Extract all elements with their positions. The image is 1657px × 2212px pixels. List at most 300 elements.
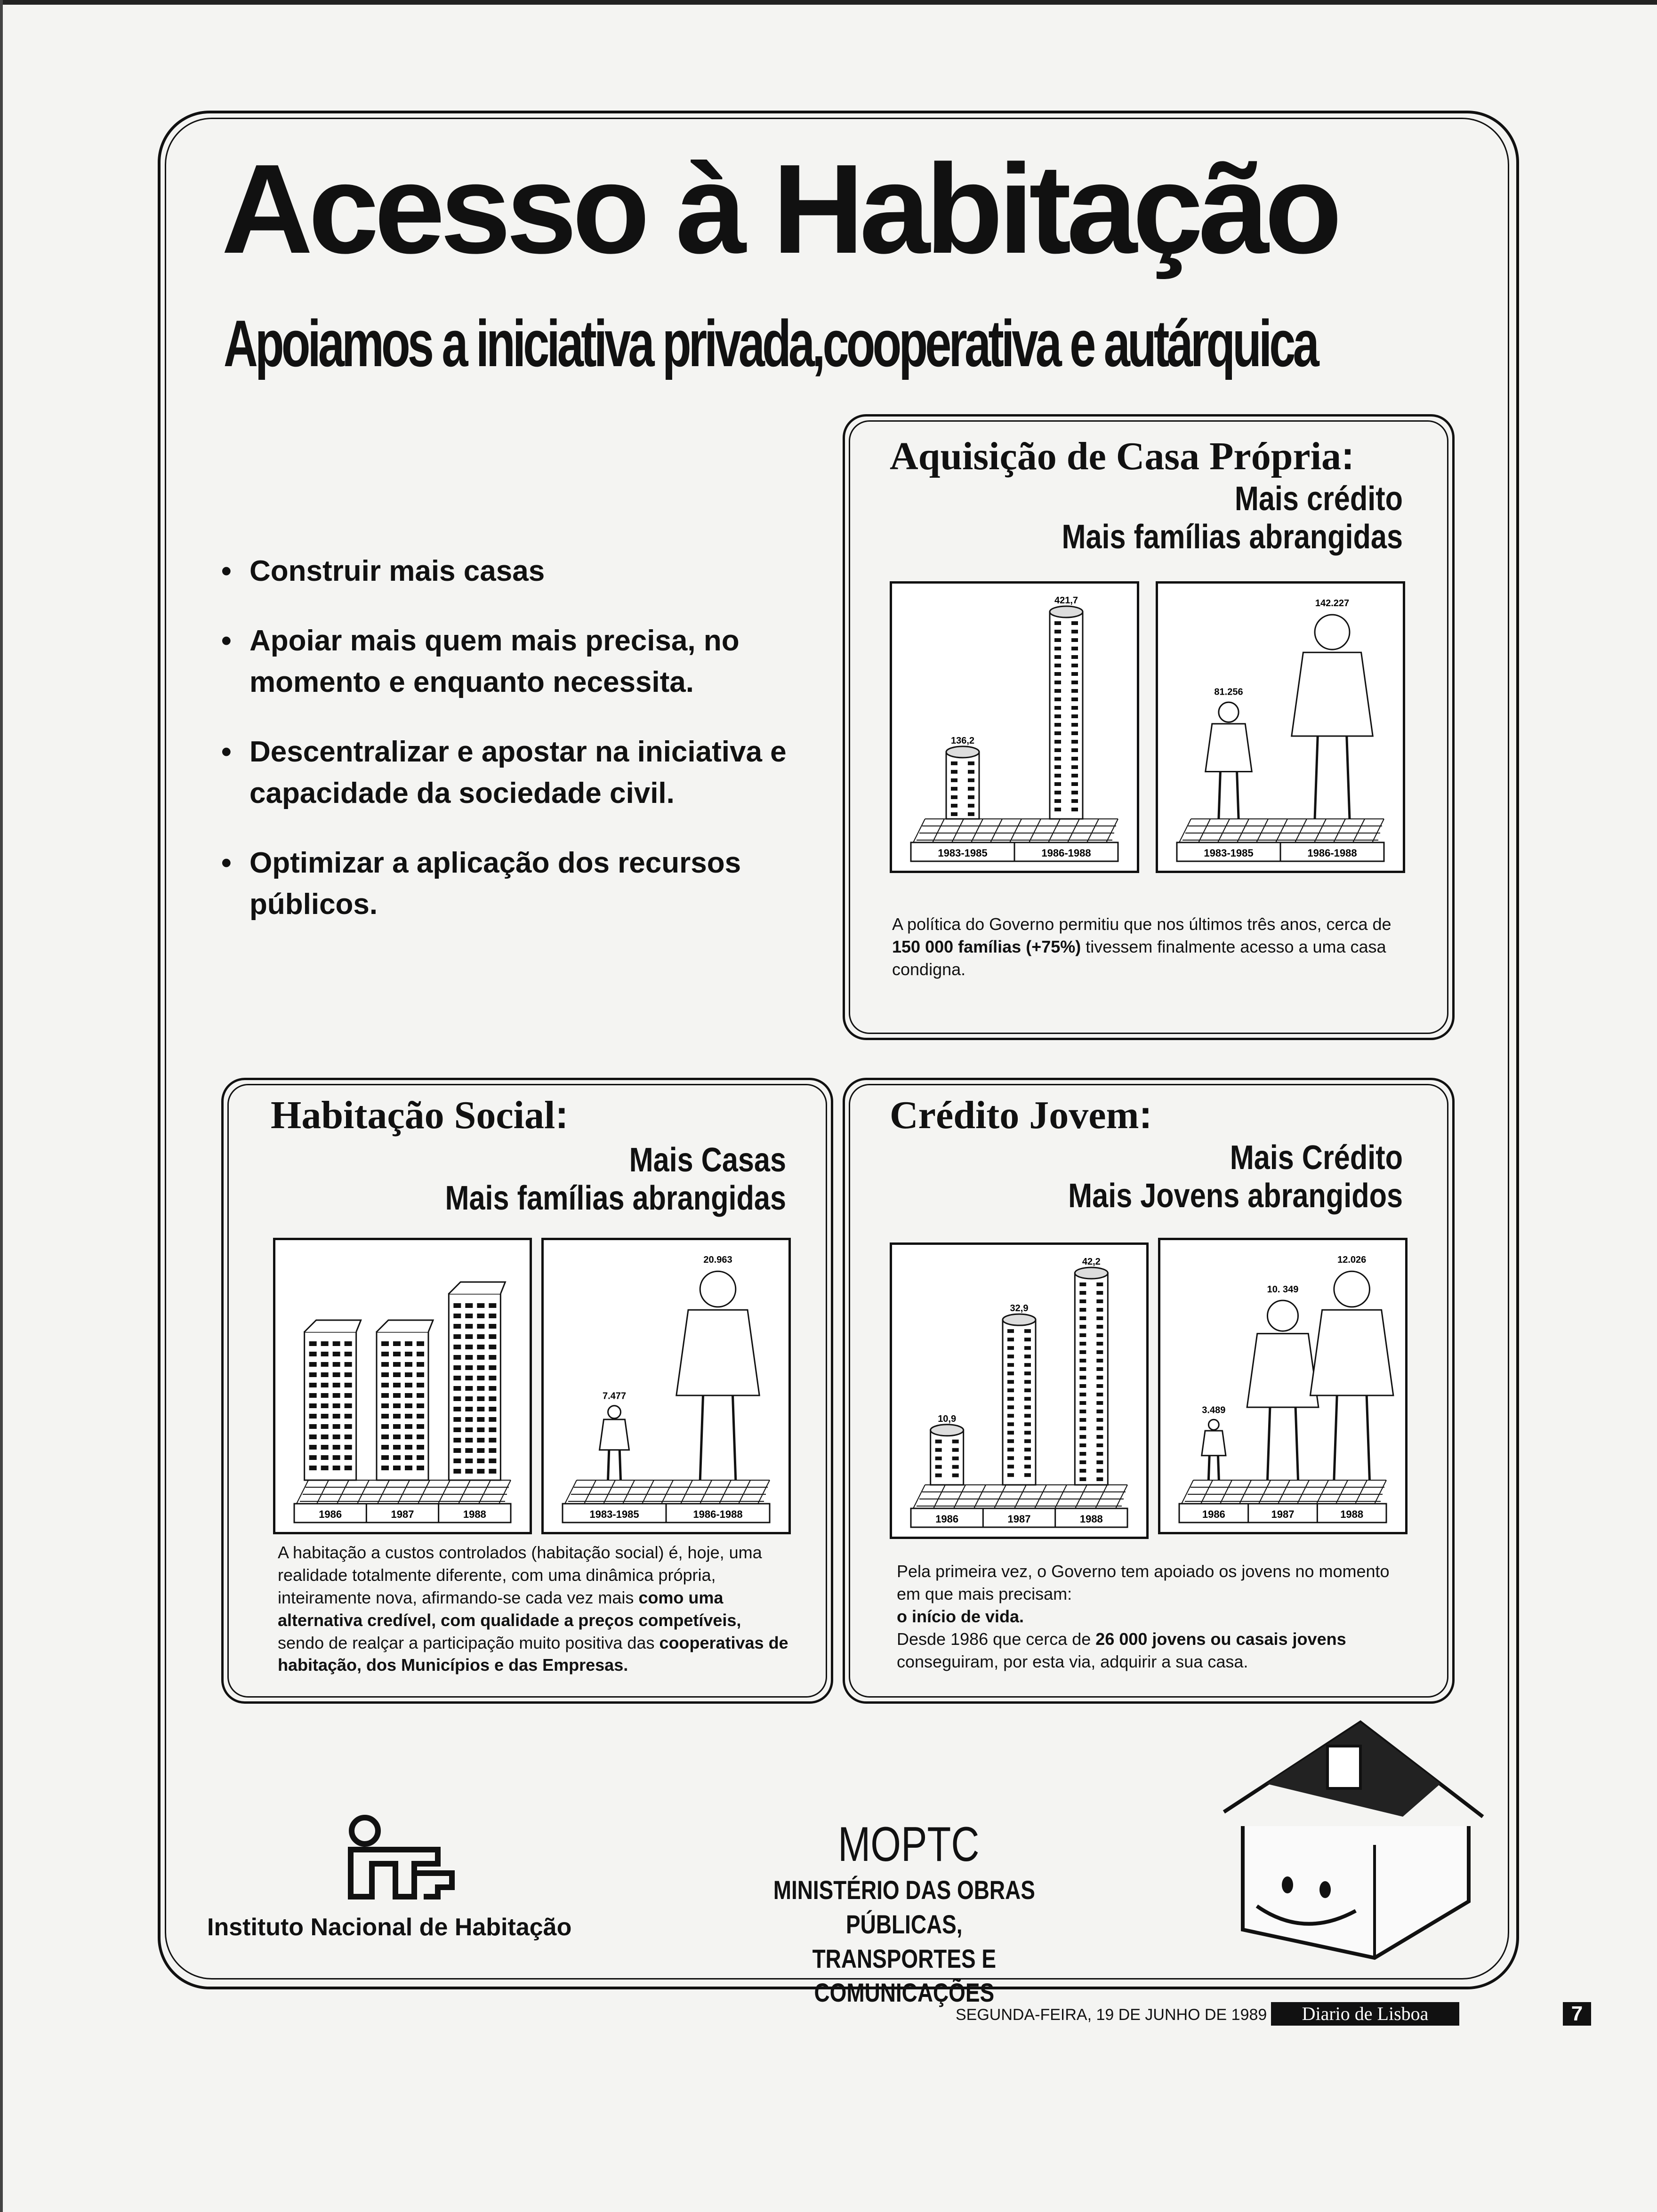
bar-window [333,1435,340,1439]
person-leg [1334,1395,1337,1480]
bar-window [477,1314,484,1318]
bar-top [931,1425,964,1436]
box-aquisicao-subtitle: Mais crédito Mais famílias abrangidas [1062,480,1403,556]
bar-window [1054,765,1061,769]
bar-window [321,1341,329,1346]
bar-window [381,1445,389,1450]
page-number: 7 [1563,2002,1591,2026]
person-leg [1208,1456,1209,1480]
bar-window [1096,1427,1103,1430]
box-social-subtitle: Mais Casas Mais famílias abrangidas [445,1141,786,1217]
bar-window [1096,1376,1103,1379]
bar-window [1054,672,1061,676]
bar-window [935,1440,942,1443]
bar-window [345,1341,352,1346]
bar-window [477,1459,484,1463]
bar-window [489,1386,496,1391]
bar-window [417,1455,424,1460]
bar-window [381,1435,389,1439]
bar-window [405,1424,412,1429]
bar-window [1096,1477,1103,1481]
category-label: 1986-1988 [1307,847,1357,859]
bar-window [345,1403,352,1408]
bar-window [1007,1473,1014,1477]
bar-window [465,1407,473,1411]
bar-window [1096,1359,1103,1362]
person-leg [1237,771,1239,819]
person-head [1219,702,1239,722]
bar-window [333,1424,340,1429]
bar-window [1096,1350,1103,1354]
bar-window [489,1459,496,1463]
bar-window [417,1445,424,1450]
page-left-edge [0,0,3,2212]
category-label: 1988 [1079,1513,1103,1525]
bar-window [489,1448,496,1453]
bar-window [1079,1342,1086,1346]
bar-window [1096,1282,1103,1286]
bar-window [309,1372,317,1377]
bar [1003,1320,1036,1485]
bar-window [453,1376,461,1380]
bar-window [405,1383,412,1387]
bar-window [1079,1367,1086,1371]
person-body [1206,724,1252,772]
bar-window [465,1427,473,1432]
bar-window [1079,1477,1086,1481]
person-leg [1218,1456,1219,1480]
category-label: 1988 [463,1508,486,1520]
bar-window [1071,647,1078,650]
bar-window [968,761,974,765]
bar-window [465,1314,473,1318]
bar-window [1007,1422,1014,1426]
bar-window [1007,1439,1014,1443]
bar-window [381,1393,389,1398]
bar-window [952,1457,959,1460]
bar-window [381,1383,389,1387]
bar-window [345,1435,352,1439]
bar-window [1079,1299,1086,1303]
bar-window [968,770,974,774]
box-social-text: A habitação a custos controlados (habitação social) é, hoje, uma realidade totalmente diferente, com uma dinâmica própria, inteiramente nova, afirmando-se cada vez mais como uma alternativa credível, com qualidade a preços competíveis, sendo de realçar a participação muito positiva das cooperativas de habitação, dos Municípios e das Empresas. [278,1543,788,1675]
bar-window [393,1455,401,1460]
smiling-house-icon [1205,1704,1497,1967]
bar-window [417,1403,424,1408]
bar-window [405,1362,412,1367]
page-subtitle: Apoiamos a iniciativa privada,cooperativa e autárquica [224,306,1317,380]
bar-window [1071,706,1078,710]
bar-window [1024,1431,1031,1435]
bar-window [393,1393,401,1398]
bar-window [321,1393,329,1398]
bullet-item: • Construir mais casas [221,551,833,592]
bar-window [321,1435,329,1439]
bar-window [393,1383,401,1387]
bar-window [333,1445,340,1450]
bar-window [405,1403,412,1408]
bar-window [309,1383,317,1387]
data-label: 10,9 [938,1413,957,1424]
bar-window [1079,1460,1086,1464]
bar-window [1024,1371,1031,1375]
bar-window [393,1414,401,1419]
bar-window [1071,774,1078,777]
bar-window [477,1407,484,1411]
bar-window [405,1435,412,1439]
bar-window [477,1438,484,1443]
bar-window [1024,1439,1031,1443]
bar-window [465,1345,473,1349]
bar-window [405,1455,412,1460]
bar-window [345,1424,352,1429]
data-label: 136,2 [950,735,975,746]
bar-window [1071,664,1078,667]
bar-window [477,1469,484,1474]
issue-date: SEGUNDA-FEIRA, 19 DE JUNHO DE 1989 [956,2006,1267,2024]
bar-window [321,1383,329,1387]
bar-window [477,1355,484,1360]
category-label: 1987 [1271,1508,1295,1520]
data-label: 12.026 [1337,1255,1367,1265]
bar-window [465,1417,473,1422]
bar-window [453,1459,461,1463]
category-label: 1987 [391,1508,414,1520]
bar-window [309,1455,317,1460]
bar-window [405,1341,412,1346]
bar-window [333,1414,340,1419]
bar-window [1096,1443,1103,1447]
bar-window [1096,1452,1103,1456]
bar-window [1096,1299,1103,1303]
bar-window [968,778,974,782]
bullet-item: • Optimizar a aplicação dos recursos públicos. [221,842,777,925]
bar-window [477,1324,484,1329]
bar-roof [305,1320,361,1332]
bar-window [453,1355,461,1360]
bar-window [968,795,974,799]
bar-window [1071,782,1078,786]
bar-window [1079,1308,1086,1312]
bar-window [453,1448,461,1453]
bar-window [381,1352,389,1356]
bar-window [345,1352,352,1356]
bar-window [1054,723,1061,727]
bar-window [489,1396,496,1401]
bar-window [321,1414,329,1419]
bar-window [465,1365,473,1370]
bar-window [1096,1291,1103,1295]
bar-window [345,1383,352,1387]
bar-window [1054,714,1061,718]
bar-window [1079,1443,1086,1447]
bar-window [321,1466,329,1470]
person-body [1202,1431,1226,1456]
person-body [676,1310,759,1395]
bar-window [1054,689,1061,693]
bar-window [1071,621,1078,625]
bar-window [417,1466,424,1470]
bar-window [1024,1329,1031,1333]
bar-window [935,1457,942,1460]
bar-window [1079,1410,1086,1413]
bar-window [393,1445,401,1450]
bar-window [1071,748,1078,752]
person-head [1334,1271,1370,1307]
bar-top [1050,606,1083,617]
bar-window [309,1445,317,1450]
bar-window [1071,714,1078,718]
bar-window [1007,1465,1014,1468]
data-label: 3.489 [1202,1405,1226,1416]
bar-window [1079,1325,1086,1329]
bar-window [321,1445,329,1450]
bar-window [333,1466,340,1470]
bar-window [489,1469,496,1474]
bar-window [321,1352,329,1356]
bar-window [1096,1418,1103,1422]
bar-window [393,1424,401,1429]
bar-window [951,812,957,816]
page-top-rule [0,0,1657,5]
bar-window [1096,1367,1103,1371]
newspaper-name: Diario de Lisboa [1271,2002,1459,2026]
inh-organization-name: Instituto Nacional de Habitação [207,1914,572,1941]
person-leg [1295,1407,1298,1480]
bar-window [417,1424,424,1429]
category-label: 1983-1985 [938,847,988,859]
bar-window [1071,689,1078,693]
person-leg [1219,771,1221,819]
bar-window [381,1424,389,1429]
bar-window [1054,748,1061,752]
bar-window [1007,1456,1014,1460]
bar-window [951,778,957,782]
bar-window [417,1372,424,1377]
bar-window [489,1324,496,1329]
bar-window [1079,1418,1086,1422]
bar-window [309,1403,317,1408]
person-head [1267,1300,1298,1331]
bar-window [1071,791,1078,794]
bar-window [1054,774,1061,777]
bar-window [309,1414,317,1419]
bar-window [309,1466,317,1470]
bar-window [321,1403,329,1408]
person-head [608,1406,621,1419]
bar-window [1007,1346,1014,1350]
bar-window [1096,1401,1103,1405]
bar-window [477,1417,484,1422]
bar-window [1071,731,1078,735]
person-leg [700,1395,703,1480]
bar-window [935,1465,942,1469]
bar-window [1024,1354,1031,1358]
bar-window [1071,757,1078,761]
bar-window [333,1383,340,1387]
bar-window [393,1403,401,1408]
box-jovem-subtitle: Mais Crédito Mais Jovens abrangidos [1068,1139,1403,1215]
bar-window [1054,757,1061,761]
bar-top [946,746,979,758]
bar-window [1054,791,1061,794]
bar-window [1071,655,1078,659]
bar-window [453,1386,461,1391]
bar-window [453,1365,461,1370]
bar-window [309,1424,317,1429]
category-label: 1988 [1340,1508,1364,1520]
bar-window [1079,1435,1086,1439]
chart-aquisicao-families [1156,581,1405,873]
data-label: 421,7 [1054,595,1078,606]
bar-window [477,1376,484,1380]
bar-window [309,1341,317,1346]
bar-window [453,1334,461,1339]
bar-window [477,1448,484,1453]
bar-window [465,1448,473,1453]
bar-window [477,1345,484,1349]
bar-window [1054,664,1061,667]
bar-window [1024,1363,1031,1367]
bar-roof [377,1320,433,1332]
bar-window [381,1403,389,1408]
bar-window [1007,1363,1014,1367]
bar-window [1007,1371,1014,1375]
bar-window [489,1407,496,1411]
bar-window [968,804,974,808]
bar-window [333,1362,340,1367]
bar-window [1054,638,1061,642]
data-label: 142.227 [1315,598,1350,609]
bar-window [1024,1405,1031,1409]
person-leg [1347,736,1350,819]
bar-window [333,1352,340,1356]
bar-window [951,770,957,774]
bar-window [405,1393,412,1398]
bar-window [1007,1380,1014,1384]
bar-window [453,1345,461,1349]
bar-window [1024,1473,1031,1477]
bar-window [1096,1308,1103,1312]
bullet-item: • Apoiar mais quem mais precisa, no momento e enquanto necessita. [221,620,814,703]
person-body [1247,1334,1319,1407]
bar-window [1054,647,1061,650]
category-label: 1986-1988 [693,1508,743,1520]
data-label: 42,2 [1082,1257,1101,1267]
box-social-title: Habitação Social: [271,1092,569,1137]
bar-window [489,1303,496,1308]
bar-window [1007,1388,1014,1392]
bar-window [381,1362,389,1367]
bar-window [1007,1329,1014,1333]
bar-window [1054,655,1061,659]
bullet-list [221,551,833,954]
bar-window [1096,1325,1103,1329]
page-title: Acesso à Habitação [221,138,1338,280]
bar-top [1075,1267,1108,1279]
bar-window [1054,706,1061,710]
bar-window [417,1341,424,1346]
bar-window [1054,731,1061,735]
bar-window [465,1386,473,1391]
bar-window [489,1355,496,1360]
bar-window [309,1435,317,1439]
category-label: 1983-1985 [1204,847,1254,859]
bar-window [968,812,974,816]
data-label: 81.256 [1214,687,1243,697]
bar-window [952,1448,959,1452]
bar-window [1096,1333,1103,1337]
bar-window [333,1455,340,1460]
bar-window [1071,630,1078,633]
bar-window [453,1469,461,1474]
bar-window [333,1341,340,1346]
bar-window [381,1372,389,1377]
bar-window [1079,1333,1086,1337]
bar-window [489,1438,496,1443]
bar-window [968,787,974,791]
category-label: 1986 [1202,1508,1225,1520]
bar-window [465,1324,473,1329]
data-label: 20.963 [703,1255,732,1265]
bar-window [1096,1384,1103,1388]
bar-window [1054,697,1061,701]
bar-window [405,1445,412,1450]
person-head [1315,615,1350,649]
bar-window [1079,1316,1086,1320]
bar-window [489,1365,496,1370]
bar-window [453,1396,461,1401]
bar-window [1024,1448,1031,1451]
ministry-name: MINISTÉRIO DAS OBRAS PÚBLICAS, TRANSPORTES E COMUNICAÇÕES [773,1875,1035,2008]
bar-window [417,1362,424,1367]
bar-window [345,1445,352,1450]
bar-window [321,1424,329,1429]
bar-window [1071,740,1078,744]
bar-window [1079,1401,1086,1405]
bar-window [489,1417,496,1422]
bar-window [1096,1435,1103,1439]
bar-window [465,1334,473,1339]
bar-window [309,1393,317,1398]
bar-window [951,787,957,791]
bar-window [1024,1422,1031,1426]
bar-window [345,1414,352,1419]
person-leg [733,1395,736,1480]
bar-window [381,1341,389,1346]
bar-window [1007,1338,1014,1341]
bar-window [465,1396,473,1401]
bar-window [1096,1460,1103,1464]
bar-window [381,1466,389,1470]
bar-window [935,1448,942,1452]
bar-window [309,1352,317,1356]
bar-top [1003,1314,1036,1325]
bar-window [1007,1448,1014,1451]
bar-window [321,1455,329,1460]
bar-window [1079,1282,1086,1286]
bar-window [453,1324,461,1329]
bar-window [1071,765,1078,769]
bar-window [1071,808,1078,811]
bar-window [1079,1350,1086,1354]
bar-window [1054,799,1061,803]
category-label: 1983-1985 [589,1508,639,1520]
person-body [1292,652,1373,736]
bar-window [951,804,957,808]
bar-window [1096,1316,1103,1320]
chart-social-families [541,1238,791,1534]
